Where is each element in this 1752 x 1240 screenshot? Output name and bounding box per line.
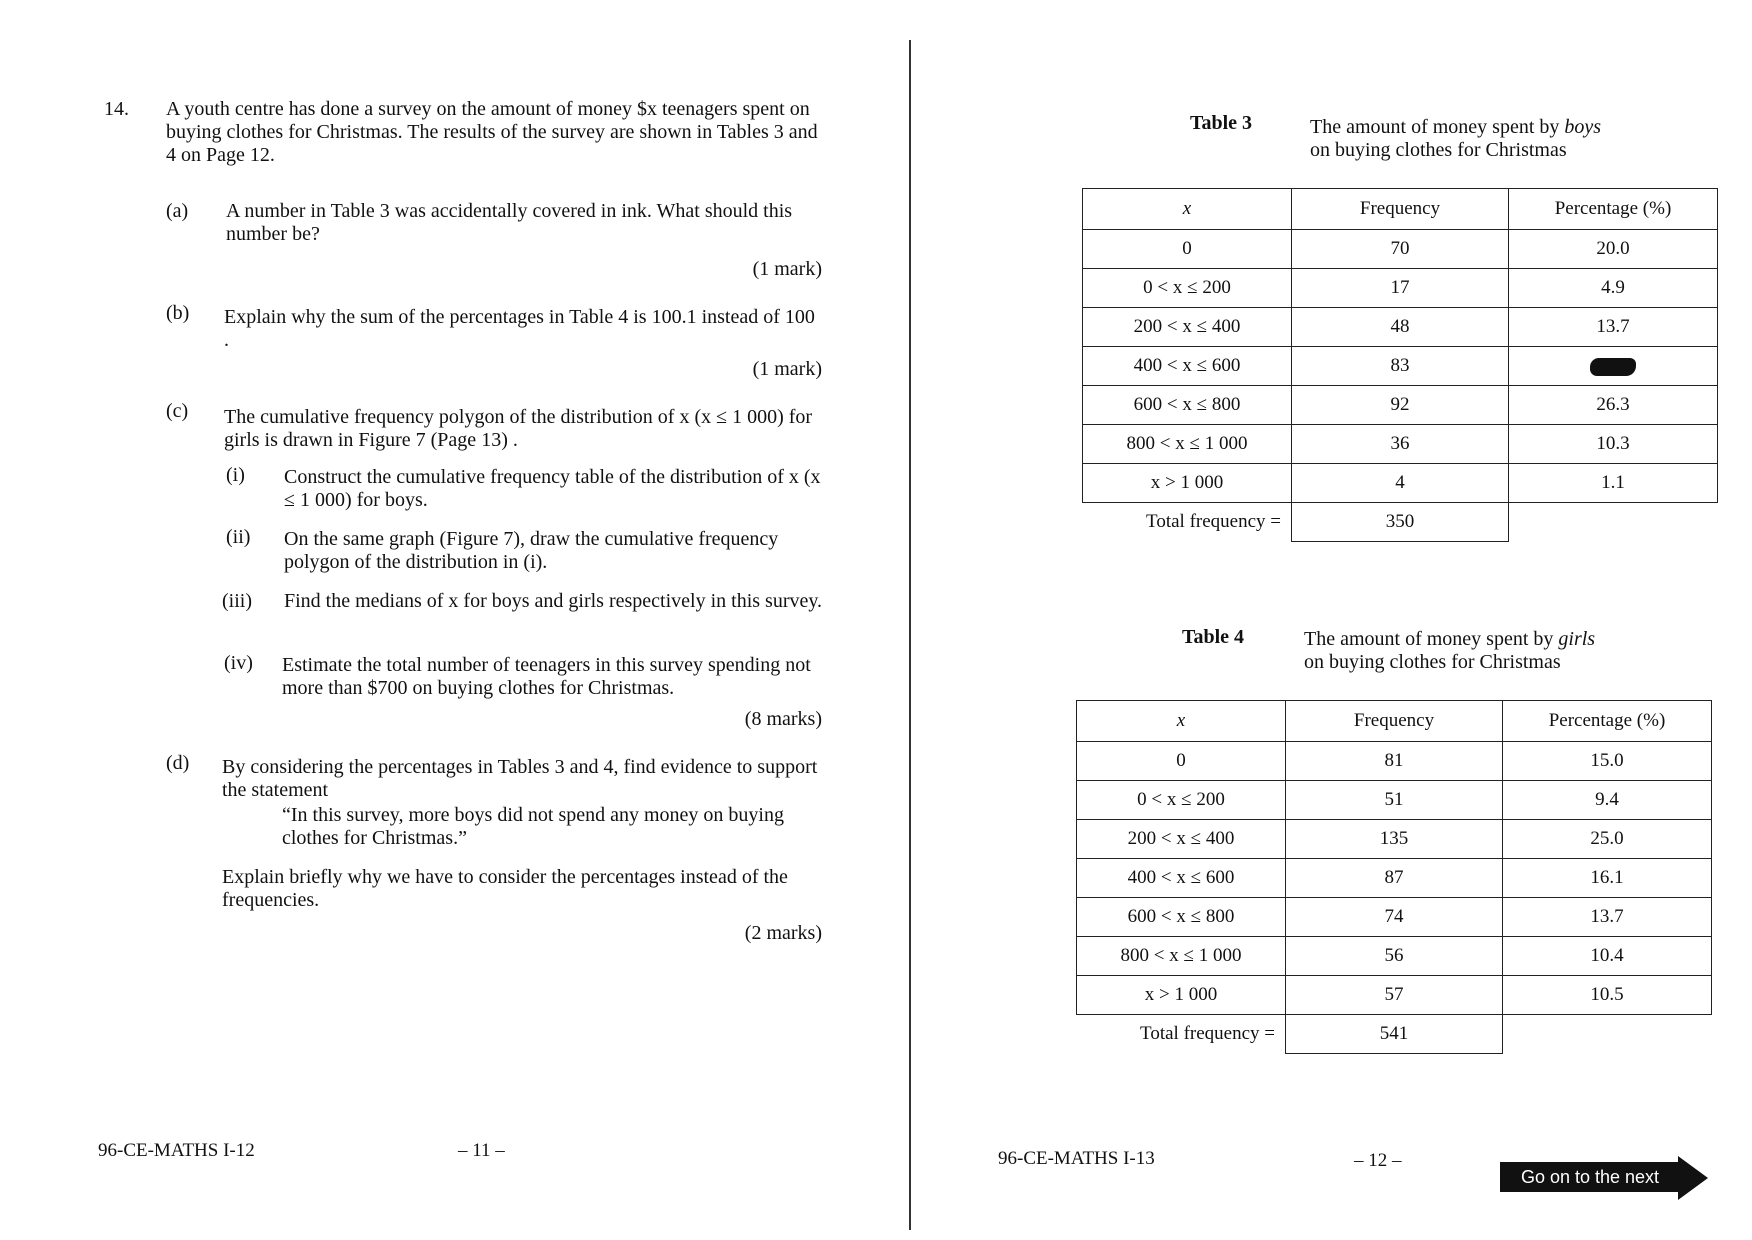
table4-title: Table 4: [1182, 626, 1245, 648]
cell-range: 600 < x ≤ 800: [1077, 898, 1286, 937]
table-row: [1077, 976, 1712, 1015]
total-empty: [1503, 1015, 1712, 1054]
table3-caption: [1310, 116, 1650, 162]
table3-caption-post: on buying clothes for Christmas: [1310, 139, 1567, 161]
part-d-marks: (2 marks): [744, 922, 822, 944]
part-a-marks: (1 mark): [752, 258, 822, 280]
cell-percentage: 20.0: [1509, 230, 1718, 269]
part-c-ii-text: On the same graph (Figure 7), draw the cumulative frequency polygon of the distribution in (i).: [284, 528, 779, 573]
cell-percentage: 1.1: [1509, 464, 1718, 503]
header-x: [1083, 189, 1292, 230]
table4-caption-em: girls: [1558, 628, 1596, 650]
part-d-label: (d): [166, 752, 190, 774]
question-number: 14.: [104, 98, 129, 120]
next-page-label: Go on to the next page: [1500, 1162, 1680, 1192]
table-row: [1077, 937, 1712, 976]
cell-percentage: 10.3: [1509, 425, 1718, 464]
cell-frequency: 51: [1286, 781, 1503, 820]
cell-range: x > 1 000: [1077, 976, 1286, 1015]
table-row: [1083, 464, 1718, 503]
cell-percentage: 15.0: [1503, 742, 1712, 781]
part-c-iii-text: Find the medians of x for boys and girls respectively in this survey.: [284, 590, 823, 612]
part-c-marks: (8 marks): [744, 708, 822, 730]
table-header-row: [1077, 701, 1712, 742]
part-d-quote: “In this survey, more boys did not spend any money on buying clothes for Christmas.”: [282, 804, 784, 849]
total-empty: [1509, 503, 1718, 542]
cell-percentage-ink-covered: [1509, 347, 1718, 386]
table3-caption-em: boys: [1564, 116, 1602, 138]
table-row: [1083, 386, 1718, 425]
header-percentage: Percentage (%): [1503, 701, 1712, 742]
table-total-row: [1077, 1015, 1712, 1054]
table-row: [1083, 425, 1718, 464]
table3-title: Table 3: [1190, 112, 1253, 134]
total-frequency: 541: [1286, 1015, 1503, 1054]
cell-frequency: 17: [1292, 269, 1509, 308]
header-percentage: Percentage (%): [1509, 189, 1718, 230]
header-frequency: Frequency: [1292, 189, 1509, 230]
cell-range: 200 < x ≤ 400: [1077, 820, 1286, 859]
table-row: [1077, 742, 1712, 781]
page-divider: [909, 40, 911, 1230]
cell-percentage: 13.7: [1503, 898, 1712, 937]
table-header-row: [1083, 189, 1718, 230]
cell-percentage: 10.4: [1503, 937, 1712, 976]
cell-frequency: 36: [1292, 425, 1509, 464]
part-a-label: (a): [166, 200, 189, 222]
cell-percentage: 4.9: [1509, 269, 1718, 308]
cell-range: 400 < x ≤ 600: [1077, 859, 1286, 898]
part-a-text: A number in Table 3 was accidentally covered in ink. What should this number be?: [226, 200, 793, 245]
table-row: [1077, 781, 1712, 820]
cell-range: 600 < x ≤ 800: [1083, 386, 1292, 425]
table4: [1076, 700, 1712, 1054]
right-page: [914, 0, 1752, 1240]
table4-caption: [1304, 628, 1644, 674]
part-d-text: By considering the percentages in Tables 3 and 4, find evidence to support the statement: [222, 756, 818, 801]
part-c-iv-text: Estimate the total number of teenagers in this survey spending not more than $700 on buying clothes for Christmas.: [282, 654, 811, 699]
part-c-text: The cumulative frequency polygon of the distribution of x (x ≤ 1 000) for girls is drawn in Figure 7 (Page 13) .: [224, 406, 813, 451]
cell-percentage: 26.3: [1509, 386, 1718, 425]
cell-range: 0: [1077, 742, 1286, 781]
part-c-i-text: Construct the cumulative frequency table of the distribution of x (x ≤ 1 000) for boys.: [284, 466, 821, 511]
footer-code: 96-CE-MATHS I-12: [98, 1140, 255, 1161]
part-c-label: (c): [166, 400, 189, 422]
cell-range: x > 1 000: [1083, 464, 1292, 503]
arrow-right-icon: [1678, 1156, 1708, 1200]
question-intro: A youth centre has done a survey on the amount of money $x teenagers spent on buying clothes for Christmas. The results of the survey are shown in Tables 3 and 4 on Page 12.: [166, 98, 818, 166]
table3-caption-pre: The amount of money spent by: [1310, 116, 1560, 138]
ink-blot: [1590, 358, 1636, 376]
cell-range: 200 < x ≤ 400: [1083, 308, 1292, 347]
table-row: [1077, 820, 1712, 859]
table-row: [1083, 269, 1718, 308]
table-row: [1077, 859, 1712, 898]
cell-frequency: 4: [1292, 464, 1509, 503]
cell-frequency: 87: [1286, 859, 1503, 898]
table4-caption-post: on buying clothes for Christmas: [1304, 651, 1561, 673]
part-b-label: (b): [166, 302, 190, 324]
next-page-button[interactable]: [1500, 1156, 1710, 1217]
table-total-row: [1083, 503, 1718, 542]
table4-caption-pre: The amount of money spent by: [1304, 628, 1554, 650]
table3: [1082, 188, 1718, 542]
cell-frequency: 57: [1286, 976, 1503, 1015]
part-b-text: Explain why the sum of the percentages in Table 4 is 100.1 instead of 100 .: [224, 306, 815, 351]
cell-percentage: 9.4: [1503, 781, 1712, 820]
cell-frequency: 135: [1286, 820, 1503, 859]
cell-frequency: 92: [1292, 386, 1509, 425]
part-c-iv-label: (iv): [224, 652, 253, 674]
part-c-iii-label: (iii): [222, 590, 252, 612]
cell-range: 0 < x ≤ 200: [1077, 781, 1286, 820]
total-frequency: 350: [1292, 503, 1509, 542]
cell-range: 0 < x ≤ 200: [1083, 269, 1292, 308]
cell-frequency: 70: [1292, 230, 1509, 269]
header-x: [1077, 701, 1286, 742]
cell-percentage: 16.1: [1503, 859, 1712, 898]
table-row: [1083, 230, 1718, 269]
header-x-text: x: [1176, 710, 1186, 731]
table-row: [1083, 308, 1718, 347]
table-row: [1077, 898, 1712, 937]
total-label: Total frequency =: [1140, 1023, 1275, 1045]
part-c-ii-label: (ii): [226, 526, 251, 548]
cell-range: 0: [1083, 230, 1292, 269]
cell-range: 400 < x ≤ 600: [1083, 347, 1292, 386]
cell-range: 800 < x ≤ 1 000: [1083, 425, 1292, 464]
header-x-text: x: [1182, 198, 1192, 219]
part-d-text2: Explain briefly why we have to consider the percentages instead of the frequencies.: [222, 866, 788, 911]
cell-percentage: 13.7: [1509, 308, 1718, 347]
cell-frequency: 81: [1286, 742, 1503, 781]
header-frequency: Frequency: [1286, 701, 1503, 742]
cell-frequency: 74: [1286, 898, 1503, 937]
page-number: – 12 –: [1354, 1150, 1402, 1171]
footer-code: 96-CE-MATHS I-13: [998, 1148, 1155, 1169]
cell-range: 800 < x ≤ 1 000: [1077, 937, 1286, 976]
cell-percentage: 25.0: [1503, 820, 1712, 859]
page-number: – 11 –: [458, 1140, 505, 1161]
cell-percentage: 10.5: [1503, 976, 1712, 1015]
cell-frequency: 48: [1292, 308, 1509, 347]
cell-frequency: 83: [1292, 347, 1509, 386]
cell-frequency: 56: [1286, 937, 1503, 976]
total-label: Total frequency =: [1146, 511, 1281, 533]
part-c-i-label: (i): [226, 464, 245, 486]
table-row: [1083, 347, 1718, 386]
part-b-marks: (1 mark): [752, 358, 822, 380]
